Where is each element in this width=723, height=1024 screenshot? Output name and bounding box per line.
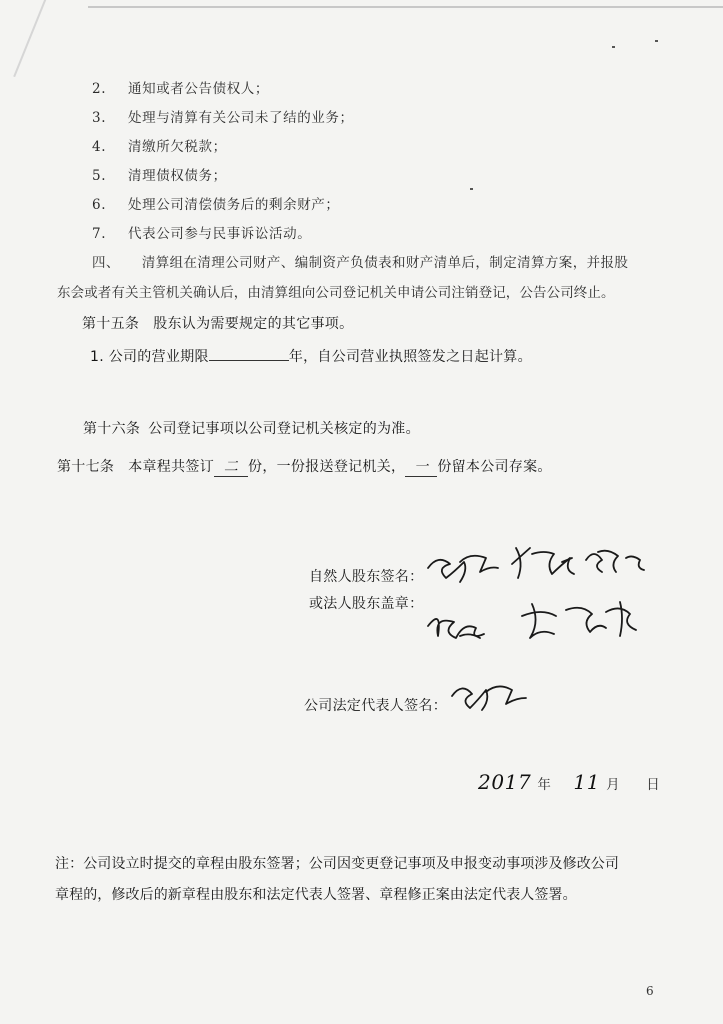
top-edge-line bbox=[88, 6, 723, 8]
list-item: 4. 清缴所欠税款； bbox=[92, 139, 227, 155]
scan-speck bbox=[470, 188, 473, 190]
legal-person-seal-label: 或法人股东盖章： bbox=[309, 596, 424, 612]
footnote-line1: 注：公司设立时提交的章程由股东签署；公司因变更登记事项及申报变动事项涉及修改公司 bbox=[55, 856, 619, 872]
article-15: 第十五条 股东认为需要规定的其它事项。 bbox=[82, 316, 354, 332]
list-item: 3. 处理与清算有关公司未了结的业务； bbox=[92, 110, 354, 126]
legal-representative-signature-label: 公司法定代表人签名： bbox=[304, 698, 447, 714]
article-17: 第十七条 本章程共签订 二 份，一份报送登记机关， 一 份留本公司存案。 bbox=[57, 456, 552, 477]
list-item: 6. 处理公司清偿债务后的剩余财产； bbox=[92, 197, 340, 213]
natural-person-signature-label: 自然人股东签名： bbox=[309, 569, 424, 585]
clause-four-line2: 东会或者有关主管机关确认后，由清算组向公司登记机关申请公司注销登记，公告公司终止。 bbox=[57, 285, 615, 301]
list-item: 2. 通知或者公告债权人； bbox=[92, 81, 269, 97]
page-number: 6 bbox=[646, 984, 654, 998]
clause-four-line1: 四、 清算组在清理公司财产、编制资产负债表和财产清单后，制定清算方案，并报股 bbox=[92, 255, 629, 271]
business-term: 1. 公司的营业期限 年，自公司营业执照签发之日起计算。 bbox=[90, 349, 532, 365]
list-item: 7. 代表公司参与民事诉讼活动。 bbox=[92, 226, 312, 242]
representative-signature bbox=[446, 676, 536, 716]
scan-speck bbox=[655, 40, 658, 42]
scan-speck bbox=[612, 46, 615, 48]
handwritten-signatures bbox=[420, 540, 660, 660]
footnote-line2: 章程的，修改后的新章程由股东和法定代表人签署、章程修正案由法定代表人签署。 bbox=[55, 887, 577, 903]
article-16: 第十六条 公司登记事项以公司登记机关核定的为准。 bbox=[83, 421, 420, 437]
list-item: 5. 清理债权债务； bbox=[92, 168, 227, 184]
signing-date: 2017 年 11 月 日 bbox=[478, 770, 661, 794]
scan-fold-mark bbox=[13, 0, 49, 77]
